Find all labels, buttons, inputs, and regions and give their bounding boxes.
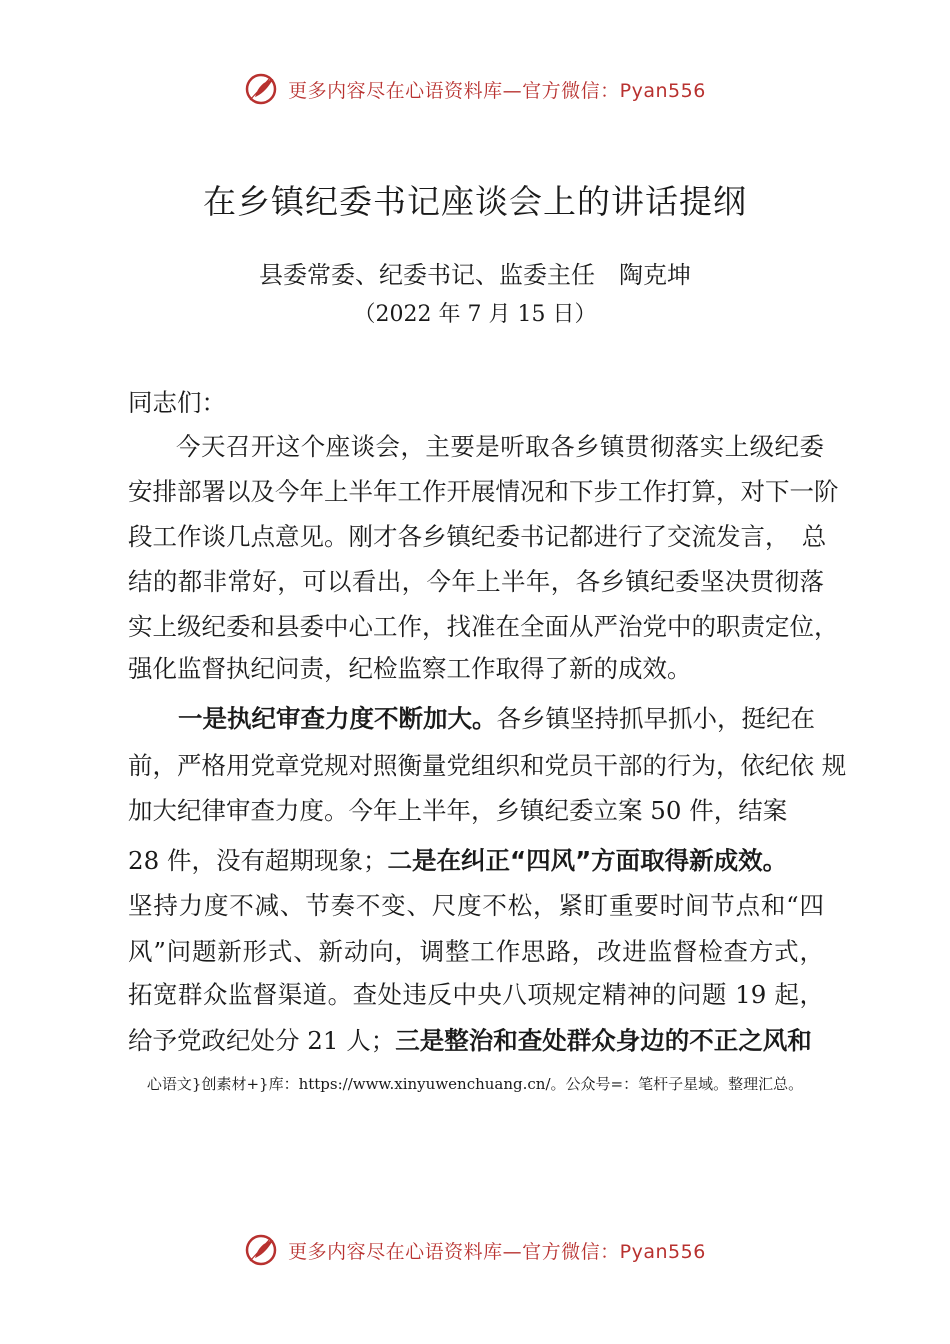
paragraph-line — [178, 704, 828, 734]
paragraph-line — [128, 1026, 838, 1056]
paragraph-line: 实上级纪委和县委中心工作，找准在全面从严治党中的职责定位， — [128, 612, 839, 641]
feather-logo-icon — [244, 1233, 278, 1267]
watermark-footer — [0, 1233, 950, 1267]
watermark-header — [0, 72, 950, 106]
paragraph-line — [128, 846, 838, 876]
watermark-text: 更多内容尽在心语资料库—官方微信：Pyan556 — [288, 79, 706, 102]
point-one-text: 各乡镇坚持抓早抓小，挺纪在 — [496, 704, 815, 733]
paragraph-line: 拓宽群众监督渠道。查处违反中央八项规定精神的问题 19 起， — [128, 980, 824, 1009]
paragraph-line: 前，严格用党章党规对照衡量党组织和党员干部的行为，依纪依 规 — [128, 751, 847, 780]
point-two-heading: 二是在纠正“四风”方面取得新成效。 — [387, 846, 788, 875]
paragraph-line: 强化监督执纪问责，纪检监察工作取得了新的成效。 — [128, 654, 692, 683]
paragraph-line: 结的都非常好，可以看出，今年上半年，各乡镇纪委坚决贯彻落 — [128, 567, 824, 596]
speech-date: （2022 年 7 月 15 日） — [353, 302, 597, 327]
paragraph-line: 加大纪律审查力度。今年上半年，乡镇纪委立案 50 件，结案 — [128, 796, 788, 825]
paragraph-line: 坚持力度不减、节奏不变、尺度不松，紧盯重要时间节点和“四 — [128, 891, 824, 920]
case-count-text: 28 件，没有超期现象； — [128, 846, 388, 875]
salutation: 同志们： — [128, 388, 226, 417]
source-note: 心语文}创素材+}库：https://www.xinyuwenchuang.cn/。公众号=：笔杆子星域。整理汇总。 — [146, 1075, 804, 1093]
feather-logo-icon — [244, 72, 278, 106]
paragraph-line: 安排部署以及今年上半年工作开展情况和下步工作打算，对下一阶 — [128, 477, 839, 506]
punishment-count-text: 给予党政纪处分 21 人； — [128, 1026, 396, 1055]
watermark-text: 更多内容尽在心语资料库—官方微信：Pyan556 — [288, 1240, 706, 1263]
paragraph-line: 段工作谈几点意见。刚才各乡镇纪委书记都进行了交流发言， 总 — [128, 522, 827, 551]
document-title: 在乡镇纪委书记座谈会上的讲话提纲 — [203, 182, 747, 221]
paragraph-line: 今天召开这个座谈会，主要是听取各乡镇贯彻落实上级纪委 — [176, 432, 824, 461]
point-three-heading: 三是整治和查处群众身边的不正之风和 — [395, 1026, 812, 1055]
paragraph-line: 风”问题新形式、新动向，调整工作思路，改进监督检查方式， — [128, 937, 824, 966]
point-one-heading: 一是执纪审查力度不断加大。 — [178, 704, 497, 733]
author-byline: 县委常委、纪委书记、监委主任 陶克坤 — [259, 261, 691, 289]
